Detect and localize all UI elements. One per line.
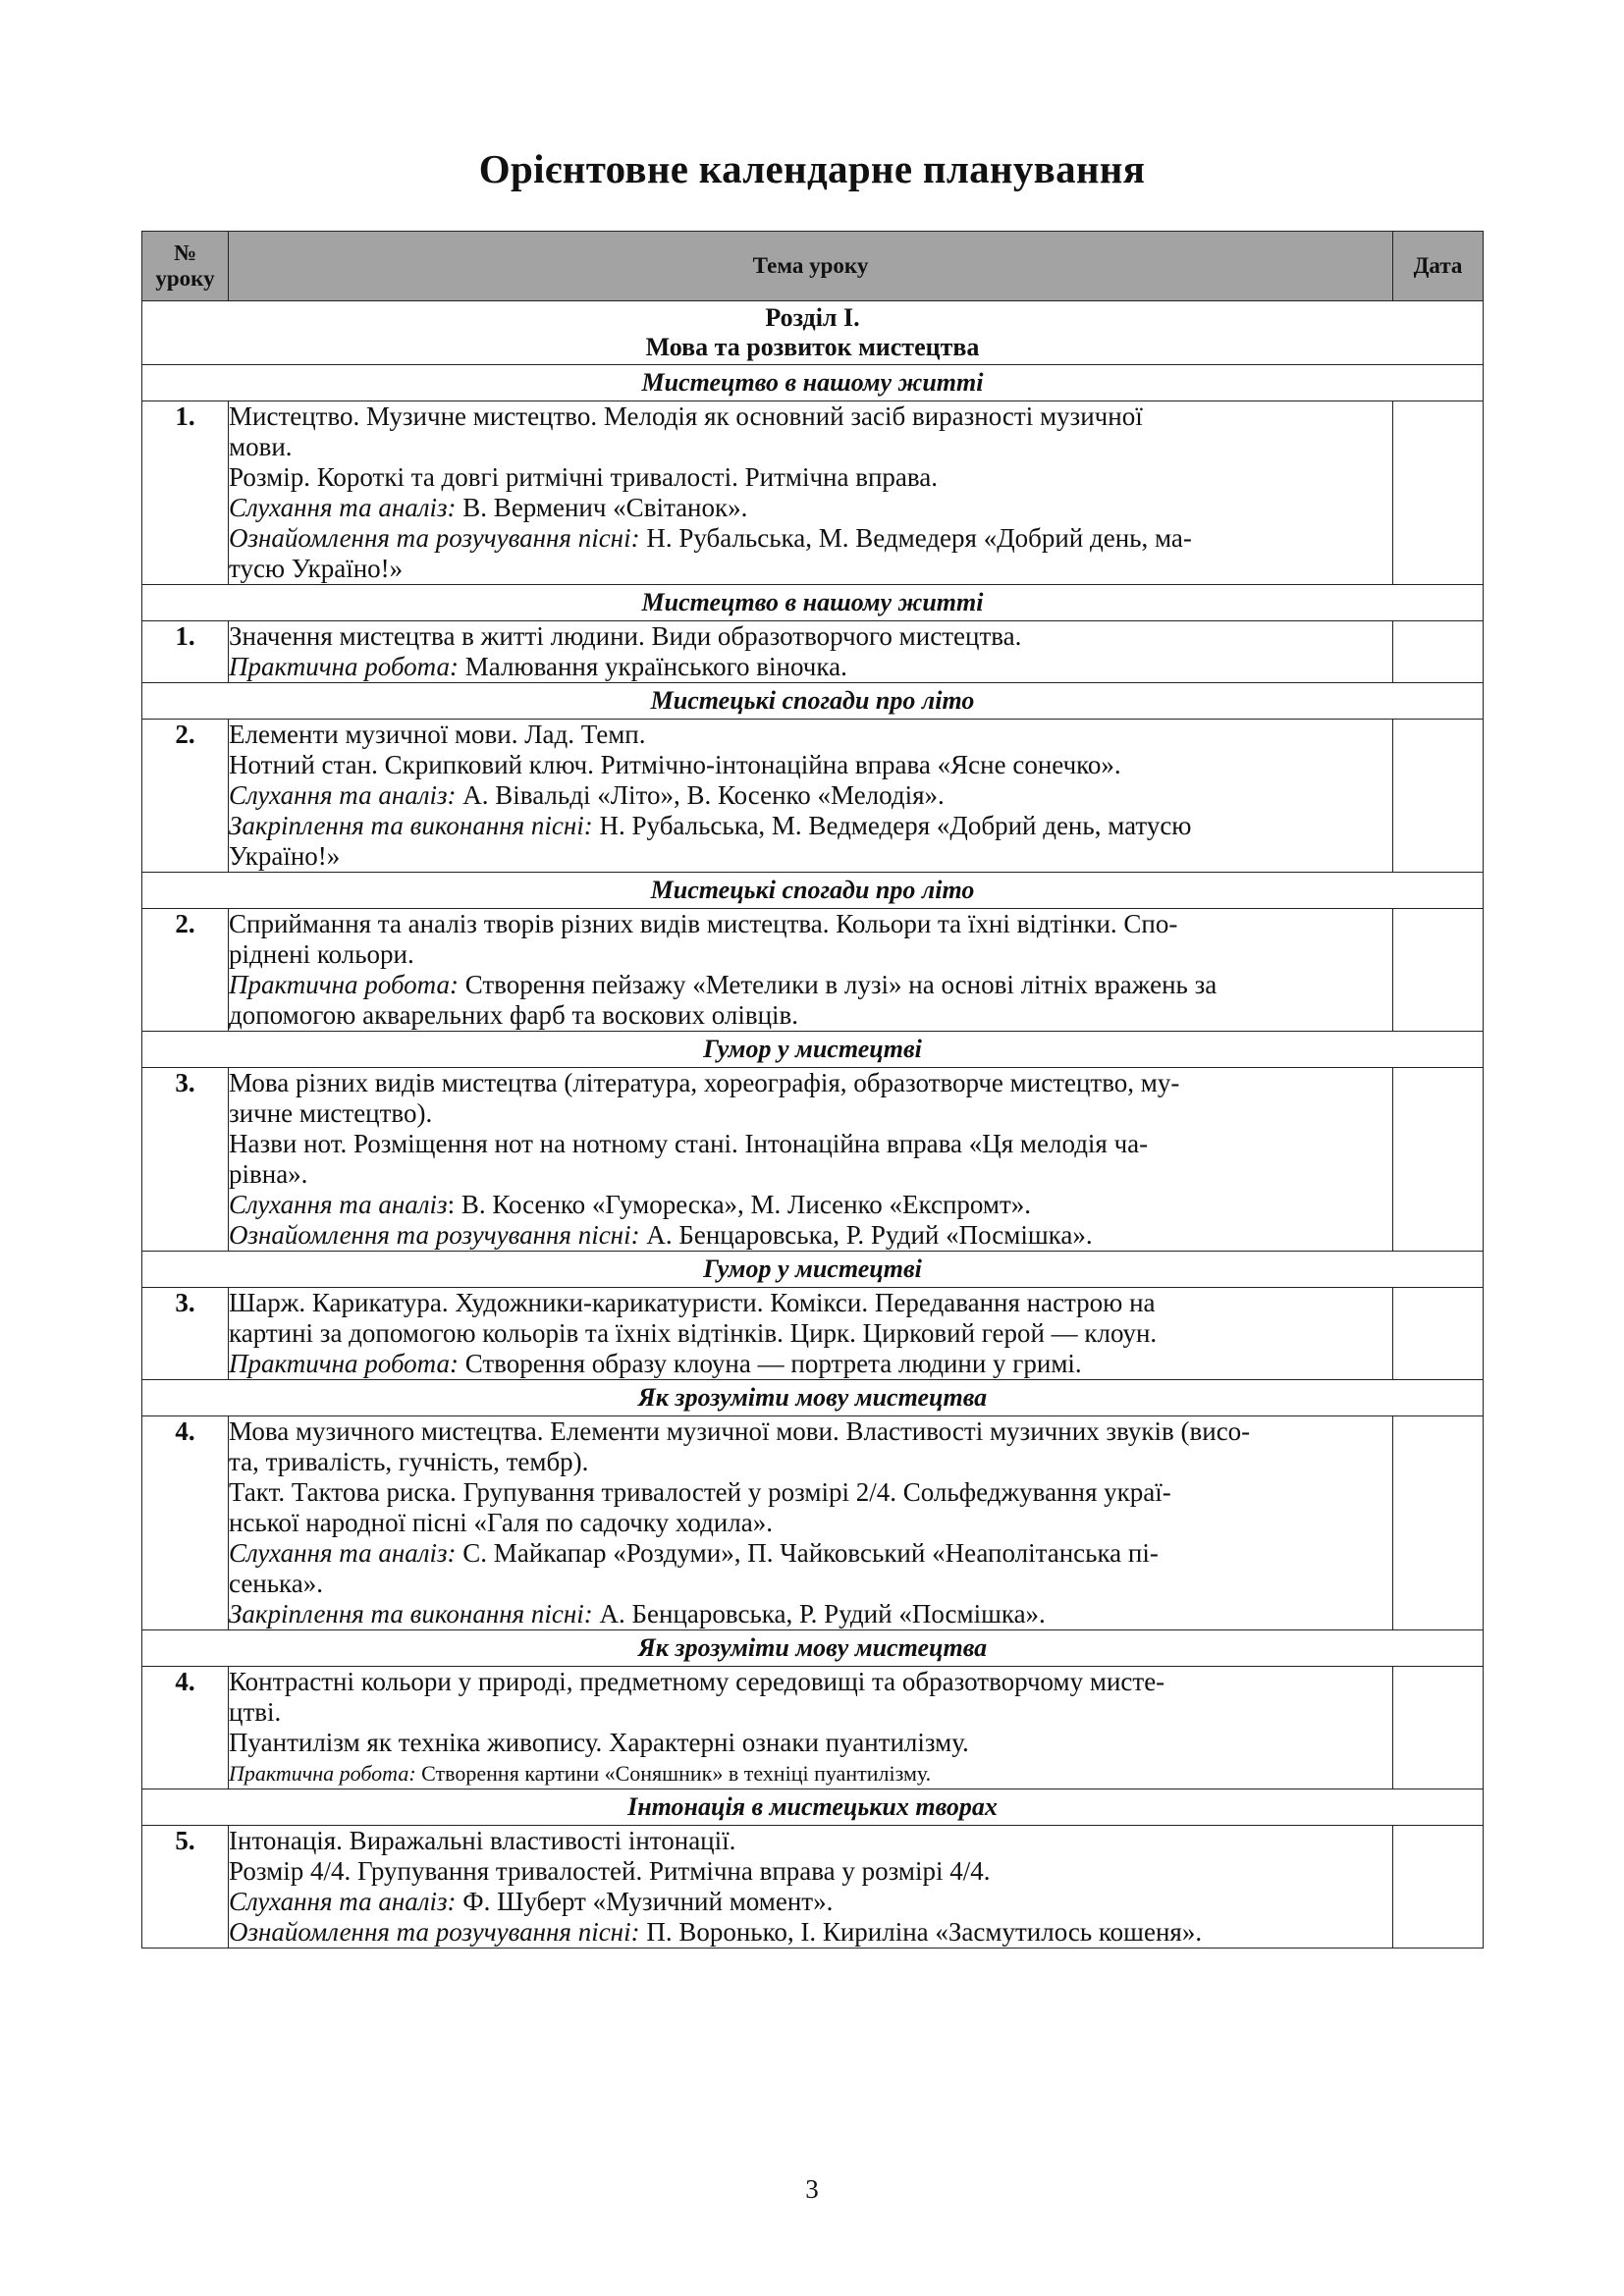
date-cell[interactable] (1393, 1826, 1484, 1949)
topic-line (229, 401, 1392, 432)
date-cell[interactable] (1393, 1068, 1484, 1252)
topic-text: Мистецтво. Музичне мистецтво. Мелодія як основний засіб виразності музичної (229, 401, 1143, 431)
topic-line (229, 1856, 1392, 1887)
lesson-number: 4. (142, 1416, 229, 1630)
activity-label: Слухання та аналіз: (229, 780, 457, 810)
topic-text: А. Бенцаровська, Р. Рудий «Посмішка». (639, 1220, 1093, 1250)
activity-label: Ознайомлення та розучування пісні: (229, 1220, 640, 1250)
topic-text: Шарж. Карикатура. Художники-карикатуристи. Комікси. Передавання настрою на (229, 1288, 1156, 1317)
topic-line (229, 1826, 1392, 1856)
date-cell[interactable] (1393, 1667, 1484, 1789)
lesson-number: 2. (142, 909, 229, 1032)
theme-title: Гумор у мистецтві (142, 1032, 1484, 1068)
topic-text: Назви нот. Розміщення нот на нотному стані. Інтонаційна вправа «Ця мелодія ча- (229, 1129, 1149, 1158)
topic-line (229, 1697, 1392, 1728)
topic-text: Нотний стан. Скрипковий ключ. Ритмічно-інтонаційна вправа «Ясне сонечко». (229, 750, 1121, 779)
topic-text: С. Майкапар «Роздуми», П. Чайковський «Неаполітанська пі- (456, 1538, 1159, 1568)
page-title: Орієнтовне календарне планування (478, 146, 1146, 191)
topic-text: Сприймання та аналіз творів різних видів мистецтва. Кольори та їхні відтінки. Спо- (229, 909, 1178, 938)
topic-text: тусю Україно!» (229, 554, 404, 583)
lesson-topic (229, 909, 1393, 1032)
lesson-topic (229, 621, 1393, 683)
topic-text: Малювання українського віночка. (458, 652, 847, 681)
topic-line (229, 939, 1392, 970)
lesson-row (142, 1068, 1484, 1252)
topic-text: Н. Рубальська, М. Ведмедеря «Добрий день, матусю (592, 811, 1192, 840)
theme-row (142, 365, 1484, 401)
section-row (142, 301, 1484, 365)
activity-label: Практична робота: (229, 970, 459, 999)
header-num-symbol: № (173, 240, 197, 265)
topic-line (229, 432, 1392, 462)
lesson-topic (229, 1416, 1393, 1630)
topic-line (229, 1068, 1392, 1098)
topic-text: Розмір. Короткі та довгі ритмічні тривалості. Ритмічна вправа. (229, 462, 939, 492)
topic-line (229, 1129, 1392, 1159)
theme-row (142, 683, 1484, 720)
topic-line (229, 1000, 1392, 1031)
activity-label: Практична робота: (229, 652, 459, 681)
topic-line (229, 1447, 1392, 1477)
topic-text: картині за допомогою кольорів та їхніх відтінків. Цирк. Цирковий герой — клоун. (229, 1318, 1158, 1348)
topic-text: Ф. Шуберт «Музичний момент». (456, 1887, 834, 1916)
activity-label: Слухання та аналіз: (229, 1887, 457, 1916)
lesson-topic (229, 720, 1393, 873)
section-number: Розділ І. (765, 303, 860, 332)
topic-line (229, 1318, 1392, 1349)
lesson-topic (229, 1068, 1393, 1252)
topic-line (229, 1349, 1392, 1379)
topic-line (229, 750, 1392, 780)
topic-line (229, 720, 1392, 750)
topic-line (229, 1477, 1392, 1508)
theme-row (142, 1252, 1484, 1288)
lesson-topic (229, 1288, 1393, 1380)
lesson-number: 2. (142, 720, 229, 873)
topic-text: нської народної пісні «Галя по садочку ходила». (229, 1508, 773, 1537)
section-name: Мова та розвиток мистецтва (645, 333, 980, 361)
activity-label: Слухання та аналіз: (229, 493, 457, 522)
lesson-row (142, 621, 1484, 683)
topic-text: мови. (229, 432, 293, 461)
topic-text: цтві. (229, 1697, 282, 1727)
header-lesson-number (142, 232, 229, 301)
activity-label: Закріплення та виконання пісні: (229, 1599, 593, 1629)
lesson-topic (229, 1826, 1393, 1949)
theme-title: Інтонація в мистецьких творах (142, 1789, 1484, 1826)
lesson-plan-table (141, 231, 1484, 1949)
topic-line (229, 909, 1392, 939)
topic-text: Створення пейзажу «Метелики в лузі» на основі літніх вражень за (458, 970, 1218, 999)
lesson-number: 1. (142, 621, 229, 683)
topic-line (229, 1098, 1392, 1129)
lesson-number: 3. (142, 1068, 229, 1252)
theme-title: Як зрозуміти мову мистецтва (142, 1630, 1484, 1667)
topic-line (229, 1508, 1392, 1538)
topic-text: рівна». (229, 1159, 308, 1189)
date-cell[interactable] (1393, 720, 1484, 873)
topic-line (229, 1887, 1392, 1917)
lesson-number: 4. (142, 1667, 229, 1789)
topic-text: зичне мистецтво). (229, 1098, 433, 1128)
lesson-row (142, 909, 1484, 1032)
page-number: 3 (805, 2174, 819, 2204)
activity-label: Ознайомлення та розучування пісні: (229, 1917, 640, 1947)
section-title (142, 301, 1484, 365)
topic-line (229, 462, 1392, 493)
activity-label: Ознайомлення та розучування пісні: (229, 523, 640, 553)
lesson-number: 5. (142, 1826, 229, 1949)
topic-line (229, 841, 1392, 872)
topic-line (229, 1569, 1392, 1599)
header-date: Дата (1393, 232, 1484, 301)
topic-text: Мова різних видів мистецтва (література, хореографія, образотворче мистецтво, му- (229, 1068, 1180, 1097)
topic-text: Контрастні кольори у природі, предметному середовищі та образотворчому мисте- (229, 1667, 1165, 1696)
theme-row (142, 1630, 1484, 1667)
topic-line (229, 621, 1392, 652)
theme-row (142, 1032, 1484, 1068)
topic-text: А. Вівальді «Літо», В. Косенко «Мелодія». (456, 780, 945, 810)
theme-row (142, 1789, 1484, 1826)
activity-label: Закріплення та виконання пісні: (229, 811, 593, 840)
topic-line (229, 1159, 1392, 1190)
lesson-topic (229, 401, 1393, 585)
topic-line (229, 1416, 1392, 1447)
topic-line (229, 1599, 1392, 1629)
topic-text: сенька». (229, 1569, 324, 1598)
topic-text: Україно!» (229, 841, 341, 871)
topic-line (229, 1667, 1392, 1697)
header-topic: Тема уроку (229, 232, 1393, 301)
theme-title: Як зрозуміти мову мистецтва (142, 1380, 1484, 1416)
theme-title: Мистецтво в нашому житті (142, 585, 1484, 621)
lesson-row (142, 1288, 1484, 1380)
theme-row (142, 585, 1484, 621)
topic-text: А. Бенцаровська, Р. Рудий «Посмішка». (592, 1599, 1046, 1629)
topic-text: Елементи музичної мови. Лад. Темп. (229, 720, 646, 749)
activity-label: Слухання та аналіз: (229, 1538, 457, 1568)
date-cell[interactable] (1393, 621, 1484, 683)
topic-text: та, тривалість, гучність, тембр). (229, 1447, 589, 1476)
table-body (142, 301, 1484, 1949)
activity-label: Практична робота: (229, 1349, 459, 1378)
date-cell[interactable] (1393, 401, 1484, 585)
header-num-word: уроку (155, 266, 215, 291)
lesson-row (142, 1416, 1484, 1630)
lesson-number: 3. (142, 1288, 229, 1380)
topic-text: Пуантилізм як техніка живопису. Характерні ознаки пуантилізму. (229, 1728, 969, 1757)
topic-line (229, 1728, 1392, 1758)
topic-line (229, 1758, 1392, 1789)
topic-line (229, 1220, 1392, 1251)
topic-text: Створення картини «Соняшник» в техніці пуантилізму. (415, 1761, 932, 1786)
topic-line (229, 493, 1392, 523)
topic-text: ріднені кольори. (229, 939, 414, 969)
lesson-row (142, 401, 1484, 585)
topic-line (229, 970, 1392, 1000)
topic-line (229, 652, 1392, 682)
activity-label: Слухання та аналіз (229, 1190, 448, 1219)
theme-row (142, 873, 1484, 909)
date-cell[interactable] (1393, 909, 1484, 1032)
lesson-row (142, 1826, 1484, 1949)
topic-line (229, 780, 1392, 811)
topic-text: допомогою акварельних фарб та воскових олівців. (229, 1000, 799, 1030)
table-header-row (142, 232, 1484, 301)
activity-label: Практична робота: (229, 1761, 416, 1786)
theme-title: Мистецькі спогади про літо (142, 873, 1484, 909)
date-cell[interactable] (1393, 1416, 1484, 1630)
topic-line (229, 1538, 1392, 1569)
topic-line (229, 1288, 1392, 1318)
topic-text: Створення образу клоуна — портрета людини у гримі. (458, 1349, 1082, 1378)
topic-line (229, 1190, 1392, 1220)
lesson-row (142, 720, 1484, 873)
theme-row (142, 1380, 1484, 1416)
topic-text: Розмір 4/4. Групування тривалостей. Ритмічна вправа у розмірі 4/4. (229, 1856, 991, 1886)
date-cell[interactable] (1393, 1288, 1484, 1380)
lesson-row (142, 1667, 1484, 1789)
topic-text: В. Верменич «Світанок». (456, 493, 748, 522)
topic-line (229, 811, 1392, 841)
lesson-topic (229, 1667, 1393, 1789)
topic-text: Н. Рубальська, М. Ведмедеря «Добрий день, ма- (639, 523, 1192, 553)
theme-title: Мистецтво в нашому житті (142, 365, 1484, 401)
theme-title: Гумор у мистецтві (142, 1252, 1484, 1288)
topic-line (229, 1917, 1392, 1948)
lesson-number: 1. (142, 401, 229, 585)
topic-line (229, 523, 1392, 554)
topic-text: Такт. Тактова риска. Групування тривалостей у розмірі 2/4. Сольфеджування украї- (229, 1477, 1171, 1507)
topic-text: П. Воронько, І. Кириліна «Засмутилось кошеня». (639, 1917, 1203, 1947)
topic-line (229, 554, 1392, 584)
topic-text: : В. Косенко «Гумореска», М. Лисенко «Експромт». (447, 1190, 1032, 1219)
topic-text: Мова музичного мистецтва. Елементи музичної мови. Властивості музичних звуків (висо- (229, 1416, 1251, 1446)
topic-text: Значення мистецтва в житті людини. Види образотворчого мистецтва. (229, 621, 1022, 651)
topic-text: Інтонація. Виражальні властивості інтонації. (229, 1826, 736, 1855)
theme-title: Мистецькі спогади про літо (142, 683, 1484, 720)
